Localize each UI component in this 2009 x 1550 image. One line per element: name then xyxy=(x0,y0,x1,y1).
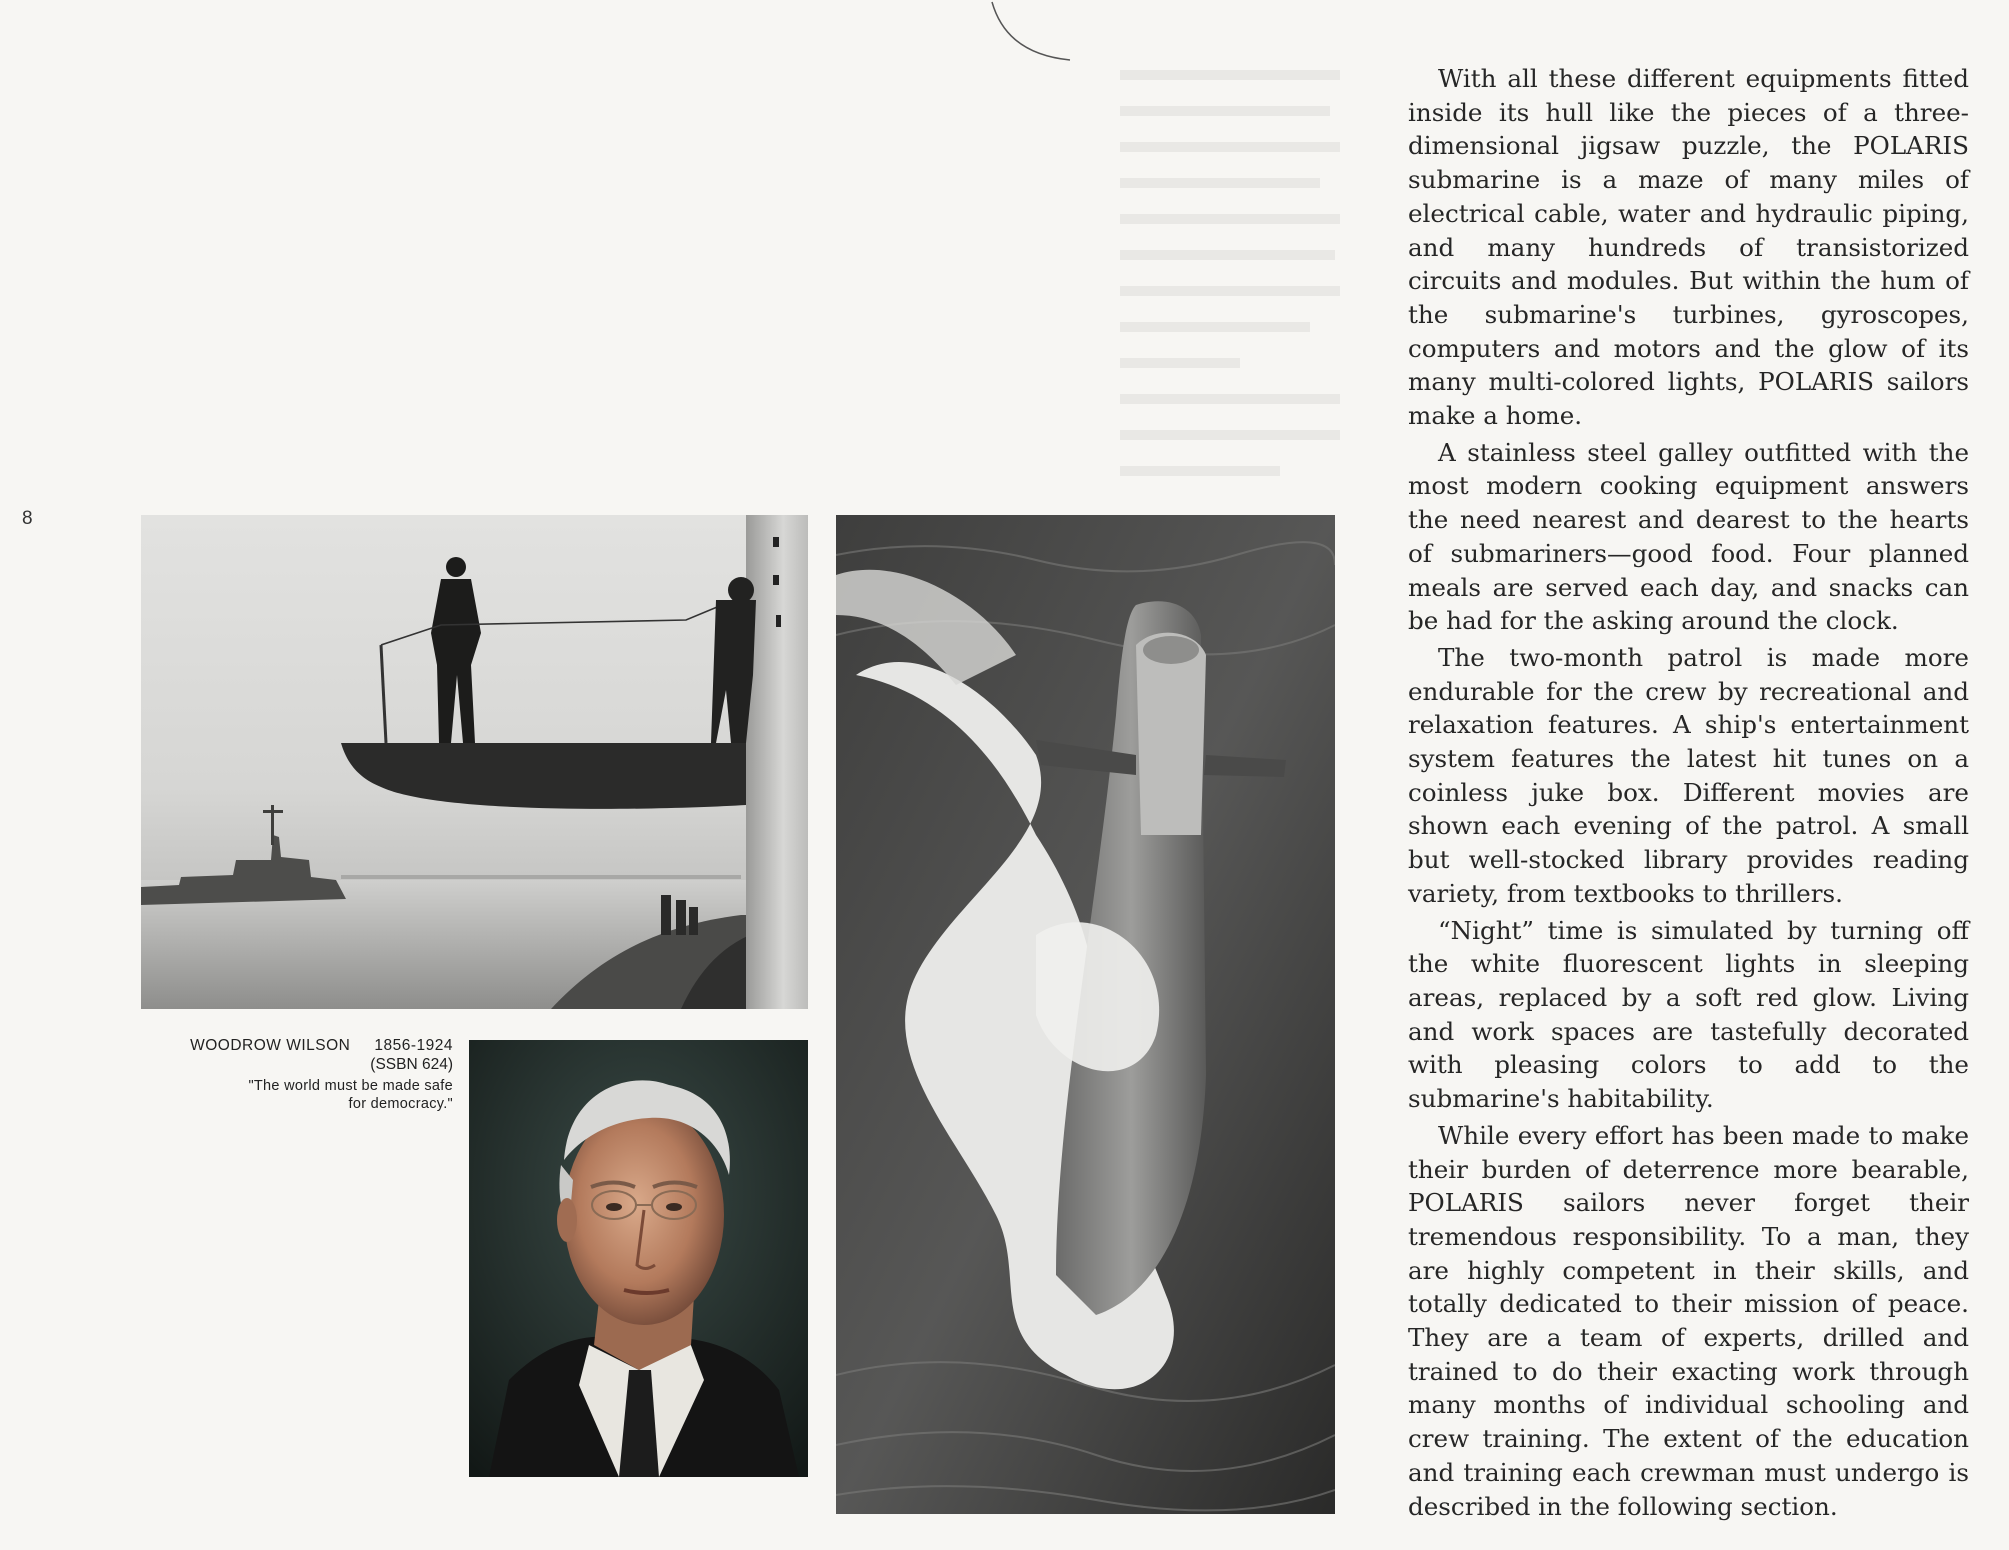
page-number: 8 xyxy=(22,508,33,529)
deck-photo-image xyxy=(141,515,808,1009)
article-paragraph-5: While every effort has been made to make their burden of deterrence more bearable, POLARIS sailors never forget their tremendous responsibility. To a man, they are highly competent in their skills, and totally dedicated to their mission of peace. They are a team of experts, drilled and trained to do their exacting work through many months of individual schooling and crew training. The extent of the education and training each crewman must undergo is described in the following section. xyxy=(1408,1120,1969,1521)
caption-hull-number: (SSBN 624) xyxy=(370,1056,453,1073)
wilson-portrait-image xyxy=(469,1040,808,1477)
caption-name: WOODROW WILSON xyxy=(190,1037,351,1054)
article-paragraph-3: The two-month patrol is made more endurable for the crew by recreational and relaxation features. A ship's entertainment system features the latest hit tunes on a coinless juke box. Different movies are shown each evening of the patrol. A small but well-stocked library provides reading variety, from textbooks to thrillers. xyxy=(1408,642,1969,908)
show-through-text xyxy=(1120,70,1340,510)
wilson-portrait xyxy=(469,1040,808,1477)
article-paragraph-2: A stainless steel galley outfitted with the most modern cooking equipment answers the need nearest and dearest to the hearts of submariners—good food. Four planned meals are served each day, and snacks can be had for the asking around the clock. xyxy=(1408,437,1969,636)
portrait-caption xyxy=(150,1036,453,1113)
deck-photo xyxy=(141,515,808,1009)
submarine-photo xyxy=(836,515,1335,1514)
article-paragraph-1: With all these different equipments fitted inside its hull like the pieces of a three-dimensional jigsaw puzzle, the POLARIS submarine is a maze of many miles of electrical cable, water and hydraulic piping, and many hundreds of transistorized circuits and modules. But within the hum of the submarine's turbines, gyroscopes, computers and motors and the glow of its many multi-colored lights, POLARIS sailors make a home. xyxy=(1408,64,1969,431)
caption-quote-line-1: "The world must be made safe xyxy=(248,1078,453,1094)
article-body xyxy=(1408,62,1969,1523)
submarine-photo-image xyxy=(836,515,1335,1514)
caption-quote-line-2: for democracy." xyxy=(348,1096,453,1112)
scan-curl-mark xyxy=(990,0,1080,70)
article-paragraph-4: “Night” time is simulated by turning off the white fluorescent lights in sleeping areas, replaced by a soft red glow. Living and work spaces are tastefully decorated with pleasing colors to add to the submarine's habitability. xyxy=(1408,915,1969,1114)
caption-years: 1856-1924 xyxy=(374,1037,453,1054)
